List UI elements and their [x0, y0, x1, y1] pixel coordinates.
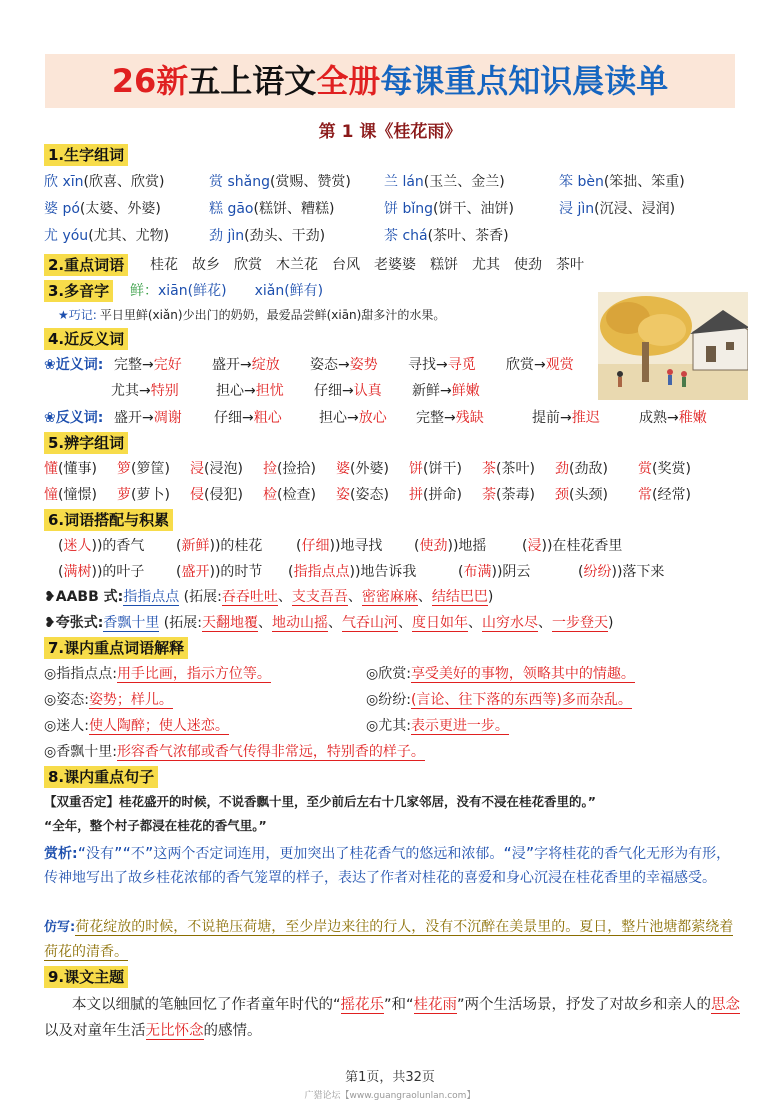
- fill-word: 布满: [463, 564, 492, 580]
- char-pinyin: 婆 pó: [44, 201, 80, 217]
- char-pinyin: 赏 shǎng: [209, 174, 270, 190]
- char-pinyin: 浸 jìn: [559, 201, 595, 217]
- antonym-label-text: 反义词:: [55, 410, 104, 426]
- char-words: (茶叶、茶香): [427, 228, 509, 244]
- char-words: (欣喜、欣赏): [83, 174, 165, 190]
- word-pair-to: 鲜嫩: [451, 383, 480, 399]
- section-heading-zhuti: 9.课文主题: [44, 966, 128, 988]
- char-pinyin: 茶 chá: [384, 228, 428, 244]
- definition-term: ◎指指点点:: [44, 666, 117, 682]
- theme-text: 以及对童年生活: [44, 1023, 146, 1039]
- compare-char: 憧: [44, 487, 58, 503]
- paren: (: [522, 538, 528, 554]
- key-word: 故乡: [192, 257, 220, 273]
- appreciation: [44, 842, 744, 890]
- extension-label: (拓展:: [163, 615, 202, 631]
- word-pair-from: 仔细→: [214, 410, 254, 426]
- paren: (: [58, 564, 64, 580]
- extension-word: 气吞山河: [341, 615, 398, 631]
- compare-word: (捡拾): [277, 461, 316, 477]
- compare-char: 捡: [263, 461, 277, 477]
- collocation-tail: )的时节: [214, 564, 263, 580]
- tip-text: 平日里鲜(xiǎn)少出门的奶奶，最爱品尝鲜(xiān)甜多汁的水果。: [99, 308, 446, 322]
- paren: (: [176, 564, 182, 580]
- collocation-tail: )的桂花: [214, 538, 263, 554]
- compare-word: (头颈): [569, 487, 608, 503]
- word-pair-to: 绽放: [251, 357, 280, 373]
- compare-word: (荼毒): [496, 487, 535, 503]
- compare-char: 浸: [190, 461, 204, 477]
- fill-word: 使劲: [419, 538, 448, 554]
- theme-text: ”两个生活场景，抒发了对故乡和亲人的: [457, 997, 712, 1013]
- char-pinyin: 兰 lán: [384, 174, 424, 190]
- exaggeration-label: ❥夸张式:: [44, 615, 104, 631]
- collocation-tail: )阴云: [496, 564, 531, 580]
- section-heading-bianzi: 5.辨字组词: [44, 432, 128, 454]
- exaggeration-word: 香飘十里: [103, 615, 160, 631]
- char-pinyin: 笨 bèn: [559, 174, 604, 190]
- tip-label: ★巧记:: [58, 308, 97, 322]
- word-pair-from: 尤其→: [111, 383, 151, 399]
- word-pair-from: 担心→: [319, 410, 359, 426]
- word-pair-to: 特别: [150, 383, 179, 399]
- word-pair-to: 粗心: [253, 410, 282, 426]
- collocation-tail: )地告诉我: [354, 564, 417, 580]
- compare-word: (奖赏): [652, 461, 691, 477]
- page-title: [45, 54, 735, 108]
- word-pair-to: 完好: [153, 357, 182, 373]
- compare-word: (姿态): [350, 487, 389, 503]
- extension-word: 山穷水尽: [481, 615, 538, 631]
- sentence-text: “全年，整个村子都浸在桂花的香气里。”: [44, 818, 267, 833]
- compare-char: 茶: [482, 461, 496, 477]
- char-words: (沉浸、浸润): [594, 201, 676, 217]
- polyphone-reading: xiān(鲜花): [158, 283, 227, 299]
- char-words: (赏赐、赞赏): [269, 174, 351, 190]
- extension-label: (拓展:: [183, 589, 222, 605]
- imitation-label: 仿写:: [44, 920, 76, 935]
- definition-text: 形容香气浓郁或香气传得非常远，特别香的样子。: [116, 744, 425, 760]
- compare-char: 懂: [44, 461, 58, 477]
- key-word: 使劲: [514, 257, 542, 273]
- flower-icon: ❀: [44, 410, 56, 426]
- word-pair-to: 姿势: [349, 357, 378, 373]
- aabb-row: ❥AABB 式:指指点点 (拓展:吞吞吐吐、支支吾吾、密密麻麻、结结巴巴): [44, 589, 494, 605]
- key-words-list: [150, 253, 584, 277]
- synonym-label-text: 近义词:: [55, 357, 104, 373]
- sentence-text: 桂花盛开的时候，不说香飘十里，至少前后左右十几家邻居，没有不浸在桂花香里的。”: [119, 794, 596, 809]
- collocation-tail: )地摇: [452, 538, 487, 554]
- extension-end: ): [487, 589, 494, 605]
- word-pair-to: 观赏: [545, 357, 574, 373]
- definition-term: ◎姿态:: [44, 692, 89, 708]
- compare-char: 婆: [336, 461, 350, 477]
- word-pair-from: 新鲜→: [412, 383, 452, 399]
- aabb-label: ❥AABB 式:: [44, 589, 124, 605]
- definition-term: ◎纷纷:: [366, 692, 411, 708]
- compare-char: 箩: [117, 461, 131, 477]
- appreciation-text: “没有”“不”这两个否定词连用，更加突出了桂花香气的悠远和浓郁。“浸”字将桂花的香气化无形为有形，传神地写出了故乡桂花浓郁的香气笼罩的样子，表达了作者对桂花的喜爱和身心沉浸在桂花香里的幸福感受。: [44, 846, 731, 886]
- char-pinyin: 饼 bǐng: [384, 201, 433, 217]
- fill-word: 仔细: [301, 538, 330, 554]
- polyphone-reading: xiǎn(鲜有): [254, 283, 324, 299]
- sentence-tag: 【双重否定】: [44, 794, 120, 809]
- extension-word: 密密麻麻: [361, 589, 418, 605]
- word-pair-to: 担忧: [255, 383, 284, 399]
- worksheet-page: 26新五上语文全册每课重点知识晨读单 第 1 课《桂花雨》 1.生字组词 欣 xīn(欣喜、欣赏) 赏 shǎng(赏赐、赞赏) 兰 lán(玉兰、金兰) 笨 bèn(笨拙、笨重) 婆 pó(太婆、外婆) 糕 gāo(糕饼、糟糕) 饼 bǐng(饼干、油饼) 浸 jìn(沉浸、浸润) 尤 yóu(尤其、尤物) 劲 jìn(劲头、干劲) 茶 chá(茶叶、茶香) 2.重点词语 桂花 故乡 欣赏 木兰花 台风 老婆婆 糕饼 尤其 使劲 茶叶 3.多音字 鲜：xiān(鲜花) xiǎn(鲜有) ★巧记: 平日里鲜(xiǎn)少出门的奶奶，最爱品尝鲜(xiān)甜多汁的水果。 4.近反义词 ❀近义词: 完整→完好 盛开→绽放 姿态→姿势 寻找→寻觅 欣赏→观赏 尤其→特别 担心→担忧 仔细→认真 新鲜→鲜嫩 ❀反义词: 盛开→凋谢 仔细→粗心 担心→放心 完整→残缺 提前→推迟 成熟→稚嫩 5.辨字组词 懂(懂事) 箩(箩筐) 浸(浸泡) 捡(捡拾) 婆(外婆) 饼(饼干) 茶(茶叶) 劲(劲敌) 赏(奖赏) 憧(憧憬) 萝(萝卜) 侵(侵犯) 检(检查) 姿(姿态) 拼(拼命) 荼(荼毒) 颈(头颈) 常(经常) 6.词语搭配与积累 (迷人))的香气 (新鲜))的桂花 (仔细))地寻找 (使劲))地摇 (浸))在桂花香里 (满树))的叶子 (盛开))的时节 (指指点点))地告诉我 (布满))阴云 (纷纷))落下来 ❥AABB 式:指指点点 (拓展:吞吞吐吐、支支吾吾、密密麻麻、结结巴巴) ❥夸张式:香飘十里 (拓展:天翻地覆、地动山摇、气吞山河、度日如年、山穷水尽、一步登天) 7.课内重点词语解释 ◎指指点点:用手比画，指示方位等。 ◎欣赏:享受美好的事物，领略其中的情趣。 ◎姿态:姿势；样儿。 ◎纷纷:(言论、往下落的东西等)多而杂乱。 ◎迷人:使人陶醉；使人迷恋。 ◎尤其:表示更进一步。 ◎香飘十里:形容香气浓郁或香气传得非常远，特别香的样子。 8.课内重点句子 【双重否定】桂花盛开的时候，不说香飘十里，至少前后左右十几家邻居，没有不浸在桂花香里的。” “全年，整个村子都浸在桂花的香气里。” 赏析:“没有”“不”这两个否定词连用，更加突出了桂花香气的悠远和浓郁。“浸”字将桂花的香气化无形为有形，传神地写出了故乡桂花浓郁的香气笼罩的样子，表达了作者对桂花的喜爱和身心沉浸在桂花香里的幸福感受。 仿写:荷花绽放的时候，不说艳压荷塘，至少岸边来往的行人，没有不沉醉在美景里的。夏日，整片池塘都萦绕着荷花的清香。 9.课文主题 本文以细腻的笔触回忆了作者童年时代的“摇花乐”和“桂花雨”两个生活场景，抒发了对故乡和亲人的思念以及对童年生活无比怀念的感情。 第1页，共32页 广猎论坛【www.guangraolunlan.com】: [0, 0, 780, 1103]
- theme-highlight: 摇花乐: [340, 997, 385, 1013]
- word-pair-from: 担心→: [216, 383, 256, 399]
- extension-word: 吞吞吐吐: [221, 589, 278, 605]
- paren: (: [176, 538, 182, 554]
- extension-word: 结结巴巴: [431, 589, 488, 605]
- paren: (: [296, 538, 302, 554]
- compare-char: 赏: [638, 461, 652, 477]
- compare-word: (憧憬): [58, 487, 97, 503]
- watermark: 广猎论坛【www.guangraolunlan.com】: [304, 1091, 476, 1101]
- word-pair-from: 仔细→: [314, 383, 354, 399]
- extension-word: 度日如年: [411, 615, 468, 631]
- char-words: (饼干、油饼): [433, 201, 514, 217]
- word-pair-to: 凋谢: [153, 410, 182, 426]
- compare-word: (侵犯): [204, 487, 243, 503]
- definition-text: 用手比画，指示方位等。: [116, 666, 271, 682]
- section-heading-jinfanyi: 4.近反义词: [44, 328, 128, 350]
- key-word: 糕饼: [430, 257, 458, 273]
- title-part-topic: 每课重点知识晨读单: [380, 62, 669, 100]
- compare-char: 姿: [336, 487, 350, 503]
- word-pair-from: 完整→: [114, 357, 154, 373]
- compare-char: 萝: [117, 487, 131, 503]
- paren: (: [414, 538, 420, 554]
- title-part-year: 26新: [111, 62, 189, 100]
- fill-word: 盛开: [181, 564, 210, 580]
- compare-word: (经常): [652, 487, 691, 503]
- page-number: 第1页，共32页: [345, 1070, 435, 1085]
- memory-tip: [58, 303, 445, 327]
- compare-word: (箩筐): [131, 461, 170, 477]
- compare-char: 饼: [409, 461, 423, 477]
- word-pair-from: 成熟→: [639, 410, 679, 426]
- section-heading-jieshi: 7.课内重点词语解释: [44, 637, 188, 659]
- definition-term: ◎香飘十里:: [44, 744, 117, 760]
- imitation-text: 荷花绽放的时候，不说艳压荷塘，至少岸边来往的行人，没有不沉醉在美景里的。夏日，整片池塘都萦绕着荷花的清香。: [44, 919, 734, 960]
- compare-word: (劲敌): [569, 461, 608, 477]
- word-pair-from: 提前→: [532, 410, 572, 426]
- char-words: (玉兰、金兰): [423, 174, 505, 190]
- theme-text: ”和“: [384, 997, 414, 1013]
- word-pair-to: 推迟: [571, 410, 600, 426]
- paren: (: [458, 564, 464, 580]
- section-heading-zhongdian: 2.重点词语: [44, 254, 128, 276]
- key-word: 茶叶: [556, 257, 584, 273]
- fill-word: 浸: [527, 538, 542, 554]
- flower-icon: ❀: [44, 357, 56, 373]
- collocation-tail: )的叶子: [96, 564, 145, 580]
- theme-paragraph: [44, 992, 744, 1044]
- theme-highlight: 无比怀念: [145, 1023, 204, 1039]
- compare-word: (饼干): [423, 461, 462, 477]
- compare-char: 荼: [482, 487, 496, 503]
- theme-text: 本文以细腻的笔触回忆了作者童年时代的“: [72, 997, 341, 1013]
- extension-word: 地动山摇: [271, 615, 328, 631]
- key-word: 桂花: [150, 257, 178, 273]
- synonym-label: [44, 353, 103, 377]
- exaggeration-row: ❥夸张式:香飘十里 (拓展:天翻地覆、地动山摇、气吞山河、度日如年、山穷水尽、一步登天): [44, 615, 614, 631]
- polyphone-char: 鲜：: [130, 283, 158, 299]
- compare-char: 劲: [555, 461, 569, 477]
- polyphone-row: [130, 279, 323, 303]
- char-words: (太婆、外婆): [79, 201, 161, 217]
- key-word: 尤其: [472, 257, 500, 273]
- compare-char: 检: [263, 487, 277, 503]
- word-pair-to: 认真: [353, 383, 382, 399]
- title-part-grade: 五上语文: [188, 62, 317, 100]
- key-word: 老婆婆: [374, 257, 416, 273]
- title-part-volume: 全册: [316, 62, 381, 100]
- definition-text: 享受美好的事物，领略其中的情趣。: [410, 666, 635, 682]
- word-pair-to: 稚嫩: [678, 410, 707, 426]
- fill-word: 纷纷: [583, 564, 612, 580]
- word-pair-from: 欣赏→: [506, 357, 546, 373]
- definition-text: (言论、往下落的东西等)多而杂乱。: [410, 692, 632, 708]
- word-pair-from: 完整→: [416, 410, 456, 426]
- paren: (: [288, 564, 294, 580]
- extension-end: ): [607, 615, 614, 631]
- char-pinyin: 欣 xīn: [44, 174, 84, 190]
- fill-word: 迷人: [63, 538, 92, 554]
- section-heading-dapei: 6.词语搭配与积累: [44, 509, 173, 531]
- compare-char: 拼: [409, 487, 423, 503]
- key-sentence: [44, 790, 744, 838]
- key-word: 台风: [332, 257, 360, 273]
- collocation-tail: )的香气: [96, 538, 145, 554]
- word-pair-from: 盛开→: [212, 357, 252, 373]
- char-pinyin: 尤 yóu: [44, 228, 89, 244]
- appreciation-label: 赏析:: [44, 846, 78, 862]
- extension-word: 一步登天: [551, 615, 608, 631]
- theme-text: 的感情。: [203, 1023, 262, 1039]
- char-words: (劲头、干劲): [244, 228, 326, 244]
- section-heading-juzi: 8.课内重点句子: [44, 766, 158, 788]
- compare-char: 侵: [190, 487, 204, 503]
- paren: (: [578, 564, 584, 580]
- extension-word: 天翻地覆: [201, 615, 258, 631]
- char-words: (糕饼、糟糕): [253, 201, 335, 217]
- word-pair-to: 残缺: [455, 410, 484, 426]
- compare-word: (茶叶): [496, 461, 535, 477]
- definition-text: 使人陶醉；使人迷恋。: [88, 718, 229, 734]
- char-words: (尤其、尤物): [88, 228, 170, 244]
- fill-word: 满树: [63, 564, 92, 580]
- aabb-word: 指指点点: [123, 589, 180, 605]
- compare-word: (外婆): [350, 461, 389, 477]
- compare-word: (检查): [277, 487, 316, 503]
- section-heading-shengzi: 1.生字组词: [44, 144, 128, 166]
- word-pair-to: 放心: [358, 410, 387, 426]
- lesson-heading: 第 1 课《桂花雨》: [318, 122, 462, 142]
- collocation-tail: )地寻找: [334, 538, 383, 554]
- compare-char: 常: [638, 487, 652, 503]
- word-pair-from: 盛开→: [114, 410, 154, 426]
- theme-highlight: 桂花雨: [413, 997, 458, 1013]
- fill-word: 新鲜: [181, 538, 210, 554]
- compare-word: (拼命): [423, 487, 462, 503]
- compare-char: 颈: [555, 487, 569, 503]
- collocation-tail: )在桂花香里: [546, 538, 623, 554]
- paren: (: [58, 538, 64, 554]
- imitation: [44, 915, 744, 964]
- definition-text: 表示更进一步。: [410, 718, 509, 734]
- definition-term: ◎欣赏:: [366, 666, 411, 682]
- word-pair-from: 姿态→: [310, 357, 350, 373]
- antonym-label: [44, 406, 103, 430]
- char-words: (笨拙、笨重): [603, 174, 685, 190]
- definition-row: [44, 740, 425, 764]
- collocation-tail: )落下来: [616, 564, 665, 580]
- word-pair-from: 寻找→: [408, 357, 448, 373]
- compare-word: (萝卜): [131, 487, 170, 503]
- definition-text: 姿势；样儿。: [88, 692, 173, 708]
- fill-word: 指指点点: [293, 564, 350, 580]
- compare-word: (懂事): [58, 461, 97, 477]
- definition-term: ◎迷人:: [44, 718, 89, 734]
- extension-word: 支支吾吾: [291, 589, 348, 605]
- key-word: 木兰花: [276, 257, 318, 273]
- section-heading-duoyin: 3.多音字: [44, 280, 113, 302]
- char-pinyin: 糕 gāo: [209, 201, 254, 217]
- word-pair-to: 寻觅: [447, 357, 476, 373]
- theme-highlight: 思念: [711, 997, 741, 1013]
- key-word: 欣赏: [234, 257, 262, 273]
- definition-term: ◎尤其:: [366, 718, 411, 734]
- char-pinyin: 劲 jìn: [209, 228, 245, 244]
- osmanthus-illustration: [598, 292, 748, 400]
- compare-word: (浸泡): [204, 461, 243, 477]
